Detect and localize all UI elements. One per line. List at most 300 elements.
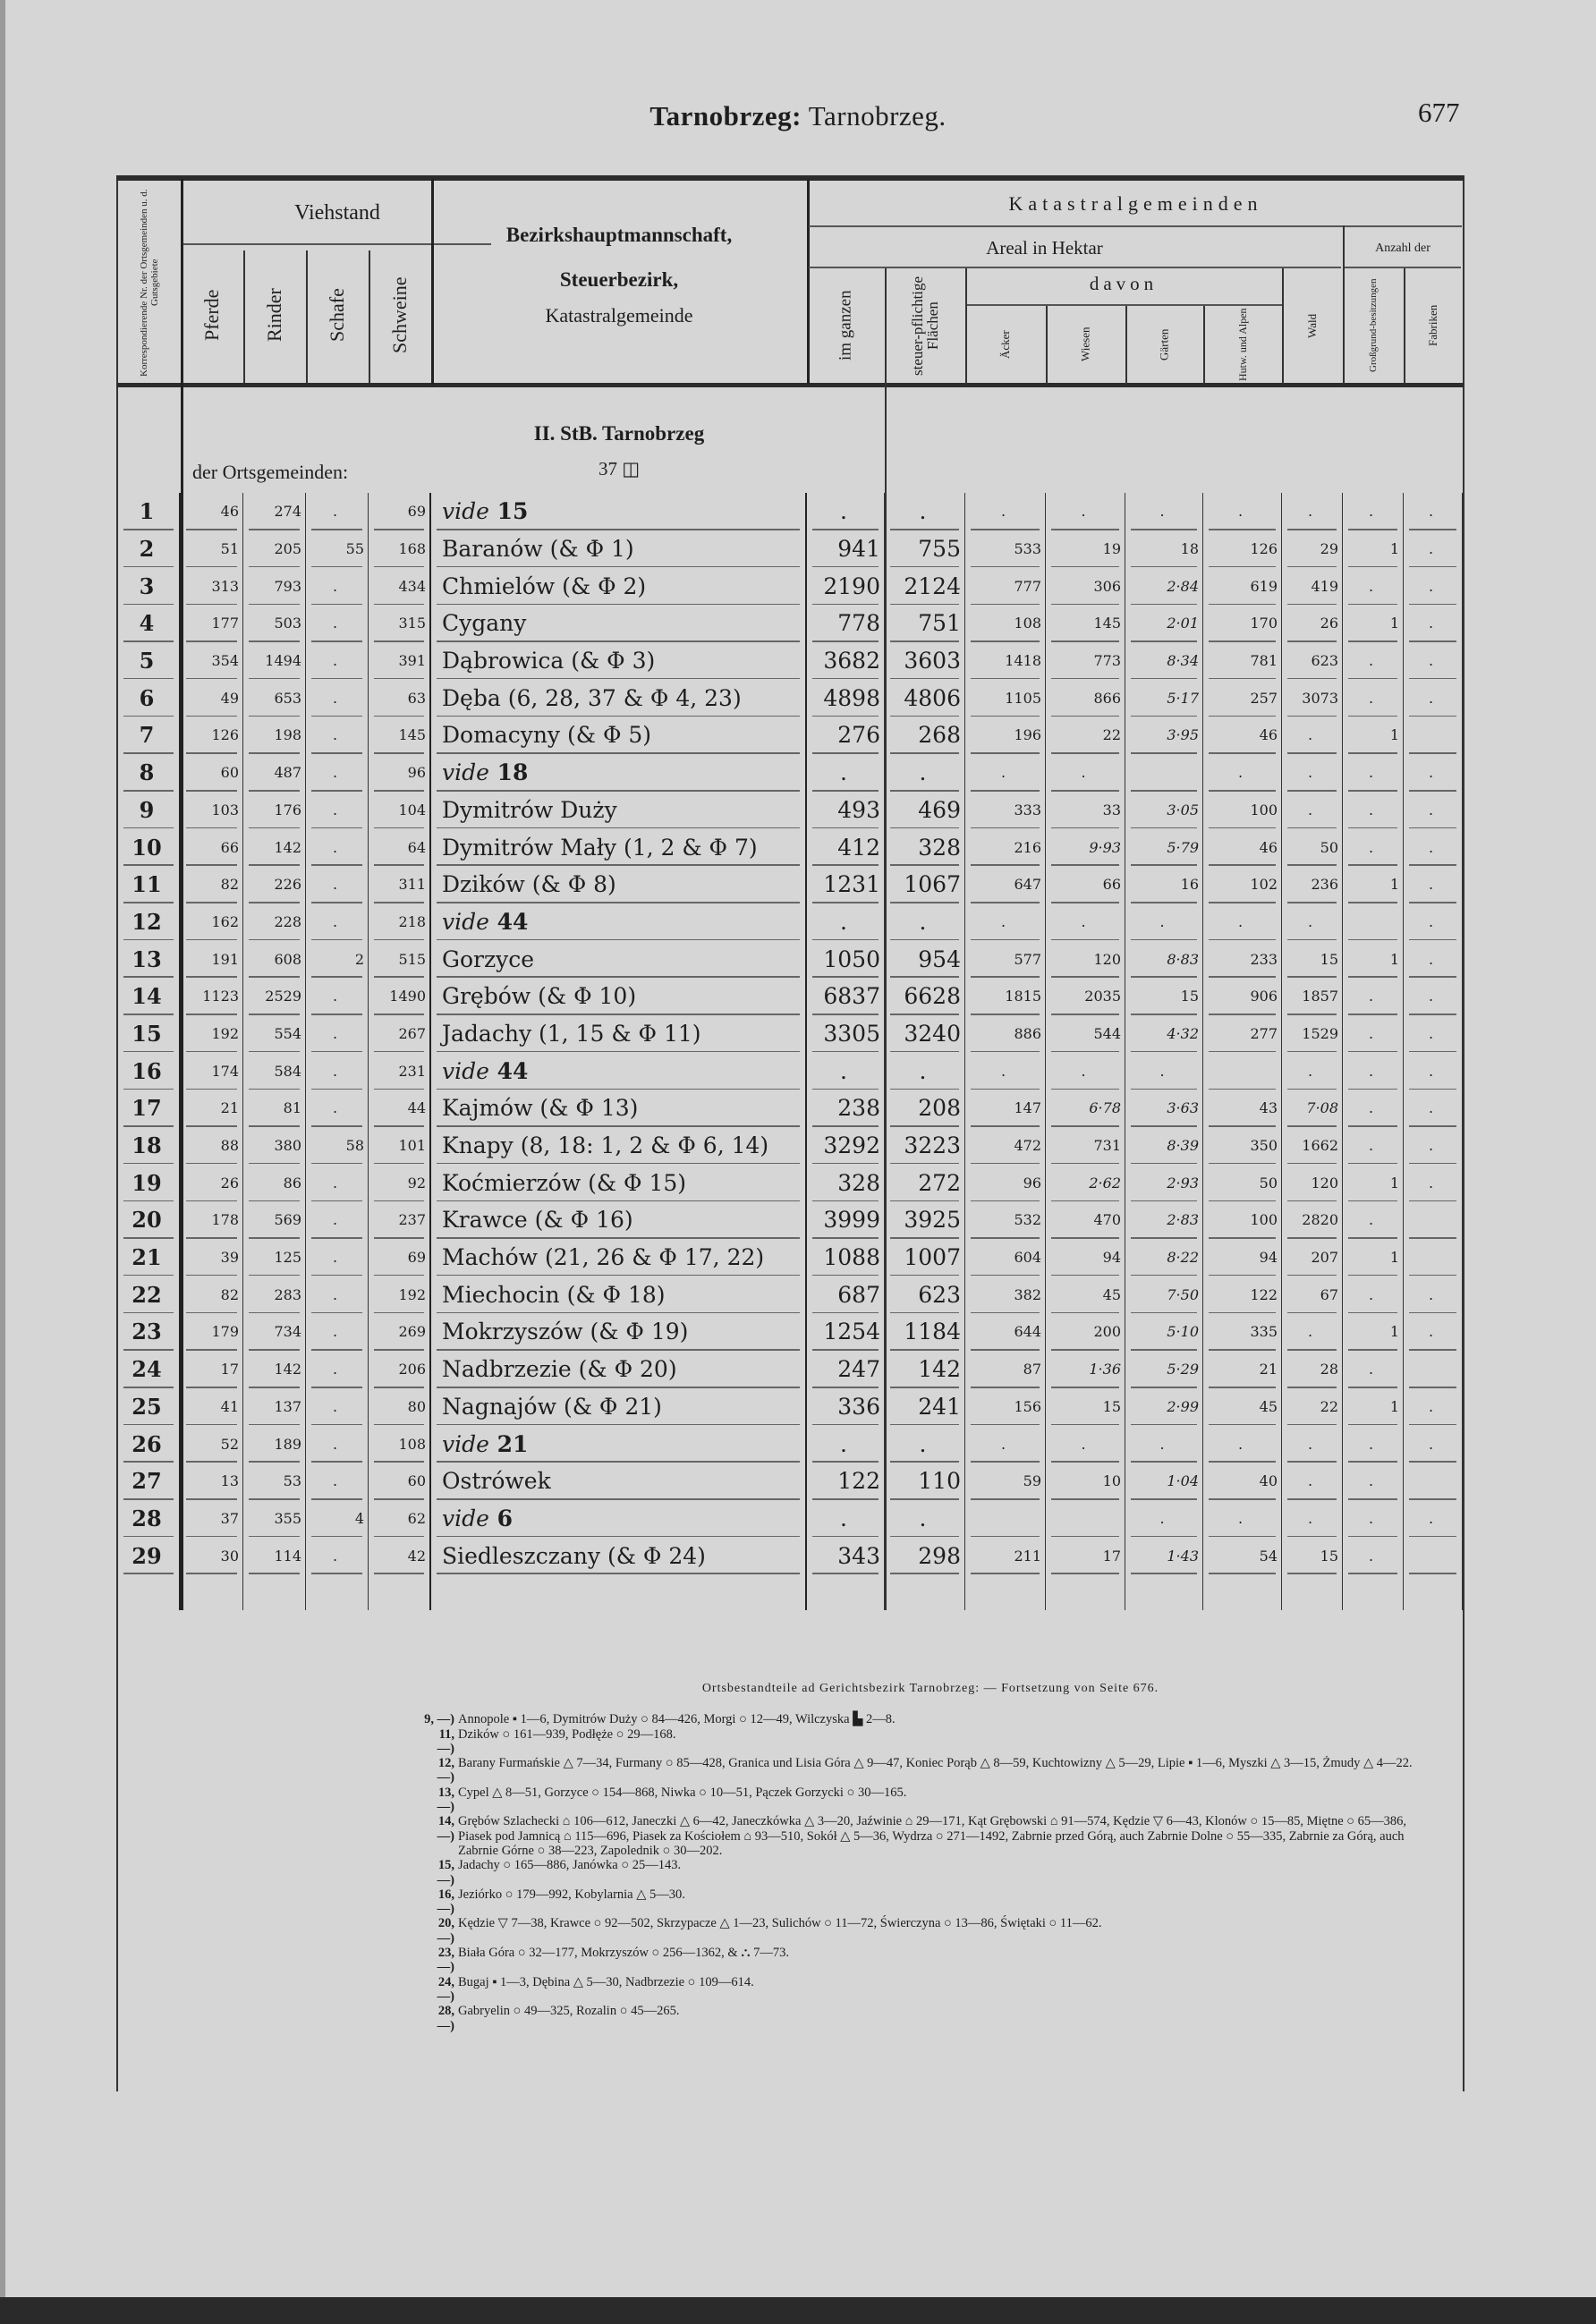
- cell-grossgrund: 1: [1343, 1388, 1404, 1426]
- cell-wald: .: [1282, 717, 1343, 754]
- footnote-item: [420, 1858, 1440, 1887]
- footnote-item: [420, 1975, 1440, 2005]
- cell-aecker: .: [965, 1425, 1046, 1463]
- cell-wald: 28: [1282, 1351, 1343, 1388]
- cell-grossgrund: .: [1343, 1425, 1404, 1463]
- cell-wiesen: .: [1046, 1425, 1125, 1463]
- cell-steuerpflichtige: 208: [885, 1090, 965, 1127]
- cell-steuerpflichtige: 142: [885, 1351, 965, 1388]
- cell-schweine: 218: [369, 903, 431, 941]
- header-wiesen: Wiesen: [1078, 327, 1092, 362]
- cell-aecker: 644: [965, 1313, 1046, 1351]
- cell-wiesen: 33: [1046, 792, 1125, 829]
- cell-hutweiden: 50: [1203, 1164, 1282, 1201]
- footnote-text: Jeziórko ○ 179—992, Kobylarnia △ 5—30.: [458, 1887, 685, 1902]
- cell-steuerpflichtige: 623: [885, 1276, 965, 1313]
- cell-name: Domacyny (& Φ 5): [431, 717, 807, 754]
- cell-nr: 12: [118, 903, 181, 941]
- cell-schafe: .: [306, 1388, 369, 1426]
- cell-gaerten: 18: [1125, 530, 1203, 568]
- cell-nr: 6: [118, 679, 181, 717]
- cell-pferde: 17: [181, 1351, 243, 1388]
- cell-steuerpflichtige: 328: [885, 828, 965, 866]
- cell-gaerten: 2·01: [1125, 605, 1203, 642]
- cell-schafe: 58: [306, 1127, 369, 1165]
- cell-wiesen: 773: [1046, 642, 1125, 680]
- cell-fabriken: .: [1404, 903, 1463, 941]
- cell-grossgrund: [1343, 903, 1404, 941]
- cell-pferde: 30: [181, 1537, 243, 1574]
- cell-fabriken: .: [1404, 642, 1463, 680]
- footnote-number: 15, —): [437, 1858, 454, 1887]
- cell-steuerpflichtige: .: [885, 903, 965, 941]
- cell-schweine: 108: [369, 1425, 431, 1463]
- cell-aecker: 382: [965, 1276, 1046, 1313]
- cell-schweine: 42: [369, 1537, 431, 1574]
- footnote-number: 16, —): [437, 1887, 454, 1917]
- cell-im-ganzen: 3292: [807, 1127, 885, 1165]
- cell-name: Machów (21, 26 & Φ 17, 22): [431, 1239, 807, 1277]
- cell-nr: 26: [118, 1425, 181, 1463]
- cell-pferde: 46: [181, 493, 243, 530]
- header-schweine: Schweine: [388, 276, 411, 354]
- footnote-number: 9, —): [424, 1712, 454, 1727]
- cell-schweine: 434: [369, 567, 431, 605]
- cell-wiesen: .: [1046, 903, 1125, 941]
- cell-gaerten: 2·83: [1125, 1201, 1203, 1239]
- footnote-item: [420, 1814, 1440, 1858]
- cell-wald: 50: [1282, 828, 1343, 866]
- cell-rinder: 653: [243, 679, 306, 717]
- header-areal: Areal in Hektar: [986, 237, 1103, 259]
- cell-grossgrund: .: [1343, 1463, 1404, 1500]
- cell-aecker: 59: [965, 1463, 1046, 1500]
- cell-fabriken: .: [1404, 605, 1463, 642]
- cell-steuerpflichtige: 3223: [885, 1127, 965, 1165]
- cell-gaerten: 2·84: [1125, 567, 1203, 605]
- cell-wald: 1529: [1282, 1015, 1343, 1053]
- cell-grossgrund: .: [1343, 642, 1404, 680]
- header-katastralgemeinden: Katastralgemeinden: [1008, 192, 1263, 215]
- footnote-item: [420, 1887, 1440, 1917]
- cell-rinder: 2529: [243, 978, 306, 1015]
- cell-gaerten: 3·95: [1125, 717, 1203, 754]
- cell-wiesen: 22: [1046, 717, 1125, 754]
- cell-steuerpflichtige: 3925: [885, 1201, 965, 1239]
- column-extension: [1203, 1574, 1282, 1610]
- cell-schafe: .: [306, 1537, 369, 1574]
- footnote-text: Grębów Szlachecki ⌂ 106—612, Janeczki △ 6—42, Janeczkówka △ 3—20, Jaźwinie ⌂ 29—171, Kąt Grębowski ⌂ 91—574, Kędzie ▽ 6—43, Klonów ○ 15—85, Miętne ○ 65—386, Piasek pod Jamnicą ⌂ 115—696, Piasek za Kościołem ⌂ 93—510, Sokół △ 5—36, Wydrza ○ 271—1492, Zabrnie przed Górą, auch Zabrnie Dolne ○ 55—335, Zabrnie za Górą, auch Zabrnie Górne ○ 38—223, Zapolednik ○ 30—202.: [458, 1814, 1407, 1858]
- cell-name: [431, 1052, 807, 1090]
- cell-fabriken: .: [1404, 940, 1463, 978]
- running-title-bold: Tarnobrzeg:: [649, 100, 802, 131]
- footnote-text: Annopole ▪ 1—6, Dymitrów Duży ○ 84—426, Morgi ○ 12—49, Wilczyska ▙ 2—8.: [458, 1712, 896, 1727]
- cell-hutweiden: 94: [1203, 1239, 1282, 1277]
- vide-ref: 15: [488, 498, 529, 525]
- cell-steuerpflichtige: 110: [885, 1463, 965, 1500]
- cell-grossgrund: .: [1343, 679, 1404, 717]
- column-extension: [431, 1574, 807, 1610]
- cell-aecker: 156: [965, 1388, 1046, 1426]
- cell-schafe: .: [306, 1201, 369, 1239]
- column-extension: [181, 1574, 243, 1610]
- cell-wald: .: [1282, 1425, 1343, 1463]
- cell-steuerpflichtige: 3240: [885, 1015, 965, 1053]
- cell-rinder: 81: [243, 1090, 306, 1127]
- cell-rinder: 274: [243, 493, 306, 530]
- cell-pferde: 37: [181, 1500, 243, 1538]
- cell-rinder: 569: [243, 1201, 306, 1239]
- cell-nr: 28: [118, 1500, 181, 1538]
- cell-name: Dzików (& Φ 8): [431, 866, 807, 903]
- cell-steuerpflichtige: .: [885, 1052, 965, 1090]
- cell-nr: 1: [118, 493, 181, 530]
- data-table: [118, 493, 1463, 1610]
- cell-wiesen: 9·93: [1046, 828, 1125, 866]
- cell-pferde: 177: [181, 605, 243, 642]
- header-schafe: Schafe: [326, 288, 348, 343]
- cell-fabriken: .: [1404, 679, 1463, 717]
- cell-schweine: 1490: [369, 978, 431, 1015]
- vide-label: vide: [442, 1057, 489, 1084]
- cell-fabriken: .: [1404, 866, 1463, 903]
- cell-fabriken: .: [1404, 1388, 1463, 1426]
- cell-steuerpflichtige: 2124: [885, 567, 965, 605]
- cell-im-ganzen: 2190: [807, 567, 885, 605]
- header-pferde: Pferde: [200, 289, 223, 342]
- cell-wald: .: [1282, 754, 1343, 792]
- column-extension: [369, 1574, 431, 1610]
- cell-pferde: 354: [181, 642, 243, 680]
- cell-wiesen: 544: [1046, 1015, 1125, 1053]
- cell-pferde: 21: [181, 1090, 243, 1127]
- cell-grossgrund: .: [1343, 1537, 1404, 1574]
- column-extension: [243, 1574, 306, 1610]
- cell-im-ganzen: 3999: [807, 1201, 885, 1239]
- header-anzahl: Anzahl der: [1375, 242, 1430, 255]
- cell-wald: 15: [1282, 1537, 1343, 1574]
- cell-gaerten: 5·17: [1125, 679, 1203, 717]
- cell-fabriken: .: [1404, 1276, 1463, 1313]
- cell-hutweiden: [1203, 1052, 1282, 1090]
- cell-nr: 19: [118, 1164, 181, 1201]
- cell-im-ganzen: 276: [807, 717, 885, 754]
- cell-name: Koćmierzów (& Φ 15): [431, 1164, 807, 1201]
- cell-wald: 1857: [1282, 978, 1343, 1015]
- cell-pferde: 49: [181, 679, 243, 717]
- cell-nr: 11: [118, 866, 181, 903]
- cell-schweine: 206: [369, 1351, 431, 1388]
- column-extension: [885, 1574, 965, 1610]
- section-title: II. StB. Tarnobrzeg: [533, 422, 705, 445]
- cell-nr: 14: [118, 978, 181, 1015]
- cell-fabriken: [1404, 1201, 1463, 1239]
- cell-aecker: .: [965, 903, 1046, 941]
- cell-wald: 7·08: [1282, 1090, 1343, 1127]
- header-aecker: Äcker: [998, 330, 1012, 359]
- cell-name: Nadbrzezie (& Φ 20): [431, 1351, 807, 1388]
- cell-rinder: 226: [243, 866, 306, 903]
- cell-fabriken: [1404, 1463, 1463, 1500]
- scan-edge-bottom: [0, 2297, 1596, 2324]
- cell-aecker: 147: [965, 1090, 1046, 1127]
- cell-grossgrund: 1: [1343, 1164, 1404, 1201]
- cell-aecker: 87: [965, 1351, 1046, 1388]
- cell-pferde: 88: [181, 1127, 243, 1165]
- vide-label: vide: [442, 1505, 489, 1531]
- cell-schafe: .: [306, 828, 369, 866]
- cell-schafe: .: [306, 1276, 369, 1313]
- cell-schafe: 55: [306, 530, 369, 568]
- cell-pferde: 52: [181, 1425, 243, 1463]
- cell-fabriken: [1404, 1239, 1463, 1277]
- cell-fabriken: .: [1404, 1015, 1463, 1053]
- cell-schweine: 145: [369, 717, 431, 754]
- cell-rinder: 608: [243, 940, 306, 978]
- cell-wiesen: 866: [1046, 679, 1125, 717]
- cell-schafe: .: [306, 978, 369, 1015]
- cell-gaerten: .: [1125, 903, 1203, 941]
- column-extension: [1343, 1574, 1404, 1610]
- cell-rinder: 189: [243, 1425, 306, 1463]
- cell-hutweiden: 350: [1203, 1127, 1282, 1165]
- cell-hutweiden: 40: [1203, 1463, 1282, 1500]
- cell-rinder: 142: [243, 828, 306, 866]
- cell-fabriken: .: [1404, 493, 1463, 530]
- cell-aecker: 211: [965, 1537, 1046, 1574]
- cell-name: Dymitrów Mały (1, 2 & Φ 7): [431, 828, 807, 866]
- cell-aecker: 777: [965, 567, 1046, 605]
- cell-wiesen: .: [1046, 754, 1125, 792]
- cell-rinder: 137: [243, 1388, 306, 1426]
- cell-wiesen: 731: [1046, 1127, 1125, 1165]
- footnote-text: Cypel △ 8—51, Gorzyce ○ 154—868, Niwka ○ 10—51, Pączek Gorzycki ○ 30—165.: [458, 1785, 907, 1800]
- cell-fabriken: .: [1404, 1500, 1463, 1538]
- cell-fabriken: .: [1404, 1313, 1463, 1351]
- cell-im-ganzen: 328: [807, 1164, 885, 1201]
- cell-gaerten: 15: [1125, 978, 1203, 1015]
- cell-nr: 5: [118, 642, 181, 680]
- cell-rinder: 228: [243, 903, 306, 941]
- footnote-item: [420, 1727, 1440, 1757]
- footnote-number: 14, —): [437, 1814, 454, 1844]
- cell-aecker: [965, 1500, 1046, 1538]
- cell-rinder: 198: [243, 717, 306, 754]
- cell-wiesen: 6·78: [1046, 1090, 1125, 1127]
- cell-aecker: 472: [965, 1127, 1046, 1165]
- cell-name: Krawce (& Φ 16): [431, 1201, 807, 1239]
- cell-hutweiden: 46: [1203, 828, 1282, 866]
- cell-fabriken: .: [1404, 1052, 1463, 1090]
- cell-pferde: 82: [181, 1276, 243, 1313]
- cell-grossgrund: .: [1343, 978, 1404, 1015]
- header-davon: davon: [1089, 273, 1159, 294]
- cell-nr: 29: [118, 1537, 181, 1574]
- cell-nr: 3: [118, 567, 181, 605]
- cell-hutweiden: 257: [1203, 679, 1282, 717]
- cell-nr: 21: [118, 1239, 181, 1277]
- cell-wiesen: [1046, 1500, 1125, 1538]
- cell-fabriken: .: [1404, 754, 1463, 792]
- cell-rinder: 554: [243, 1015, 306, 1053]
- cell-nr: 9: [118, 792, 181, 829]
- cell-gaerten: 1·04: [1125, 1463, 1203, 1500]
- cell-steuerpflichtige: 4806: [885, 679, 965, 717]
- footnote-item: [420, 1946, 1440, 1975]
- cell-gaerten: .: [1125, 493, 1203, 530]
- cell-pferde: 66: [181, 828, 243, 866]
- cell-name: [431, 903, 807, 941]
- cell-pferde: 174: [181, 1052, 243, 1090]
- cell-schweine: 80: [369, 1388, 431, 1426]
- cell-hutweiden: .: [1203, 754, 1282, 792]
- footnote-item: [420, 2004, 1440, 2033]
- cell-gaerten: 8·22: [1125, 1239, 1203, 1277]
- cell-pferde: 51: [181, 530, 243, 568]
- footnote-text: Dzików ○ 161—939, Podłęże ○ 29—168.: [458, 1726, 676, 1742]
- cell-steuerpflichtige: 6628: [885, 978, 965, 1015]
- cell-wald: 623: [1282, 642, 1343, 680]
- cell-pferde: 60: [181, 754, 243, 792]
- vide-label: vide: [442, 908, 489, 935]
- cell-aecker: 532: [965, 1201, 1046, 1239]
- cell-nr: 16: [118, 1052, 181, 1090]
- cell-wiesen: 145: [1046, 605, 1125, 642]
- cell-im-ganzen: 247: [807, 1351, 885, 1388]
- cell-wald: .: [1282, 493, 1343, 530]
- table-top-rule: [116, 175, 1464, 181]
- cell-schafe: .: [306, 754, 369, 792]
- column-extension: [306, 1574, 369, 1610]
- cell-wald: .: [1282, 1500, 1343, 1538]
- footnote-number: 28, —): [437, 2004, 454, 2033]
- cell-fabriken: .: [1404, 567, 1463, 605]
- cell-im-ganzen: .: [807, 903, 885, 941]
- cell-nr: 2: [118, 530, 181, 568]
- cell-fabriken: .: [1404, 1164, 1463, 1201]
- cell-schafe: .: [306, 1239, 369, 1277]
- cell-wiesen: 94: [1046, 1239, 1125, 1277]
- cell-hutweiden: 781: [1203, 642, 1282, 680]
- cell-im-ganzen: 238: [807, 1090, 885, 1127]
- header-grossgrund: Großgrund-besitzungen: [1368, 278, 1379, 373]
- cell-fabriken: [1404, 1351, 1463, 1388]
- cell-name: Ostrówek: [431, 1463, 807, 1500]
- footnotes: [420, 1682, 1440, 2033]
- cell-steuerpflichtige: .: [885, 493, 965, 530]
- cell-schafe: .: [306, 866, 369, 903]
- cell-im-ganzen: .: [807, 493, 885, 530]
- cell-wald: 26: [1282, 605, 1343, 642]
- footnote-number: 12, —): [437, 1756, 454, 1785]
- cell-pferde: 191: [181, 940, 243, 978]
- cell-name: [431, 493, 807, 530]
- cell-hutweiden: 45: [1203, 1388, 1282, 1426]
- cell-wald: 15: [1282, 940, 1343, 978]
- cell-wiesen: 1·36: [1046, 1351, 1125, 1388]
- cell-steuerpflichtige: 298: [885, 1537, 965, 1574]
- cell-wald: .: [1282, 1052, 1343, 1090]
- cell-hutweiden: .: [1203, 1500, 1282, 1538]
- cell-schafe: .: [306, 1164, 369, 1201]
- section-left-label: der Ortsgemeinden:: [192, 461, 349, 483]
- cell-rinder: 114: [243, 1537, 306, 1574]
- cell-schweine: 192: [369, 1276, 431, 1313]
- column-extension: [1125, 1574, 1203, 1610]
- cell-im-ganzen: 336: [807, 1388, 885, 1426]
- cell-name: Kajmów (& Φ 13): [431, 1090, 807, 1127]
- cell-im-ganzen: 6837: [807, 978, 885, 1015]
- cell-wiesen: 2·62: [1046, 1164, 1125, 1201]
- cell-grossgrund: .: [1343, 1015, 1404, 1053]
- cell-nr: 18: [118, 1127, 181, 1165]
- cell-name: Gorzyce: [431, 940, 807, 978]
- cell-steuerpflichtige: 1184: [885, 1313, 965, 1351]
- running-title-rest: Tarnobrzeg.: [808, 100, 947, 131]
- cell-grossgrund: 1: [1343, 605, 1404, 642]
- cell-fabriken: [1404, 717, 1463, 754]
- cell-hutweiden: .: [1203, 493, 1282, 530]
- cell-wiesen: 45: [1046, 1276, 1125, 1313]
- cell-grossgrund: .: [1343, 1276, 1404, 1313]
- cell-wiesen: 19: [1046, 530, 1125, 568]
- cell-schweine: 315: [369, 605, 431, 642]
- cell-hutweiden: 906: [1203, 978, 1282, 1015]
- cell-name: Dąbrowica (& Φ 3): [431, 642, 807, 680]
- cell-schafe: .: [306, 679, 369, 717]
- header-rinder: Rinder: [263, 288, 285, 343]
- cell-hutweiden: 21: [1203, 1351, 1282, 1388]
- cell-nr: 22: [118, 1276, 181, 1313]
- footnote-text: Biała Góra ○ 32—177, Mokrzyszów ○ 256—1362, & ⛬ 7—73.: [458, 1946, 789, 1961]
- vide-ref: 44: [488, 1057, 529, 1084]
- cell-steuerpflichtige: 1067: [885, 866, 965, 903]
- cell-pferde: 126: [181, 717, 243, 754]
- cell-name: [431, 1425, 807, 1463]
- cell-pferde: 13: [181, 1463, 243, 1500]
- cell-wiesen: 15: [1046, 1388, 1125, 1426]
- cell-nr: 20: [118, 1201, 181, 1239]
- cell-pferde: 313: [181, 567, 243, 605]
- cell-rinder: 86: [243, 1164, 306, 1201]
- cell-schafe: .: [306, 605, 369, 642]
- vide-label: vide: [442, 1430, 489, 1457]
- column-extension: [807, 1574, 885, 1610]
- cell-wald: .: [1282, 1463, 1343, 1500]
- section-subtitle: 37 ◫: [598, 458, 641, 479]
- cell-schweine: 311: [369, 866, 431, 903]
- cell-wald: 120: [1282, 1164, 1343, 1201]
- vide-ref: 6: [488, 1505, 514, 1531]
- cell-gaerten: 5·10: [1125, 1313, 1203, 1351]
- cell-im-ganzen: 343: [807, 1537, 885, 1574]
- cell-steuerpflichtige: 1007: [885, 1239, 965, 1277]
- cell-grossgrund: .: [1343, 1351, 1404, 1388]
- cell-hutweiden: 277: [1203, 1015, 1282, 1053]
- cell-gaerten: [1125, 754, 1203, 792]
- header-fabriken: Fabriken: [1426, 304, 1439, 347]
- cell-gaerten: 2·93: [1125, 1164, 1203, 1201]
- cell-im-ganzen: 1088: [807, 1239, 885, 1277]
- footnote-text: Gabryelin ○ 49—325, Rozalin ○ 45—265.: [458, 2004, 680, 2019]
- cell-im-ganzen: 3305: [807, 1015, 885, 1053]
- header-name-line1: Bezirkshauptmannschaft,: [505, 224, 733, 246]
- cell-wald: 29: [1282, 530, 1343, 568]
- cell-gaerten: .: [1125, 1425, 1203, 1463]
- cell-schafe: .: [306, 903, 369, 941]
- cell-rinder: 1494: [243, 642, 306, 680]
- cell-grossgrund: .: [1343, 1201, 1404, 1239]
